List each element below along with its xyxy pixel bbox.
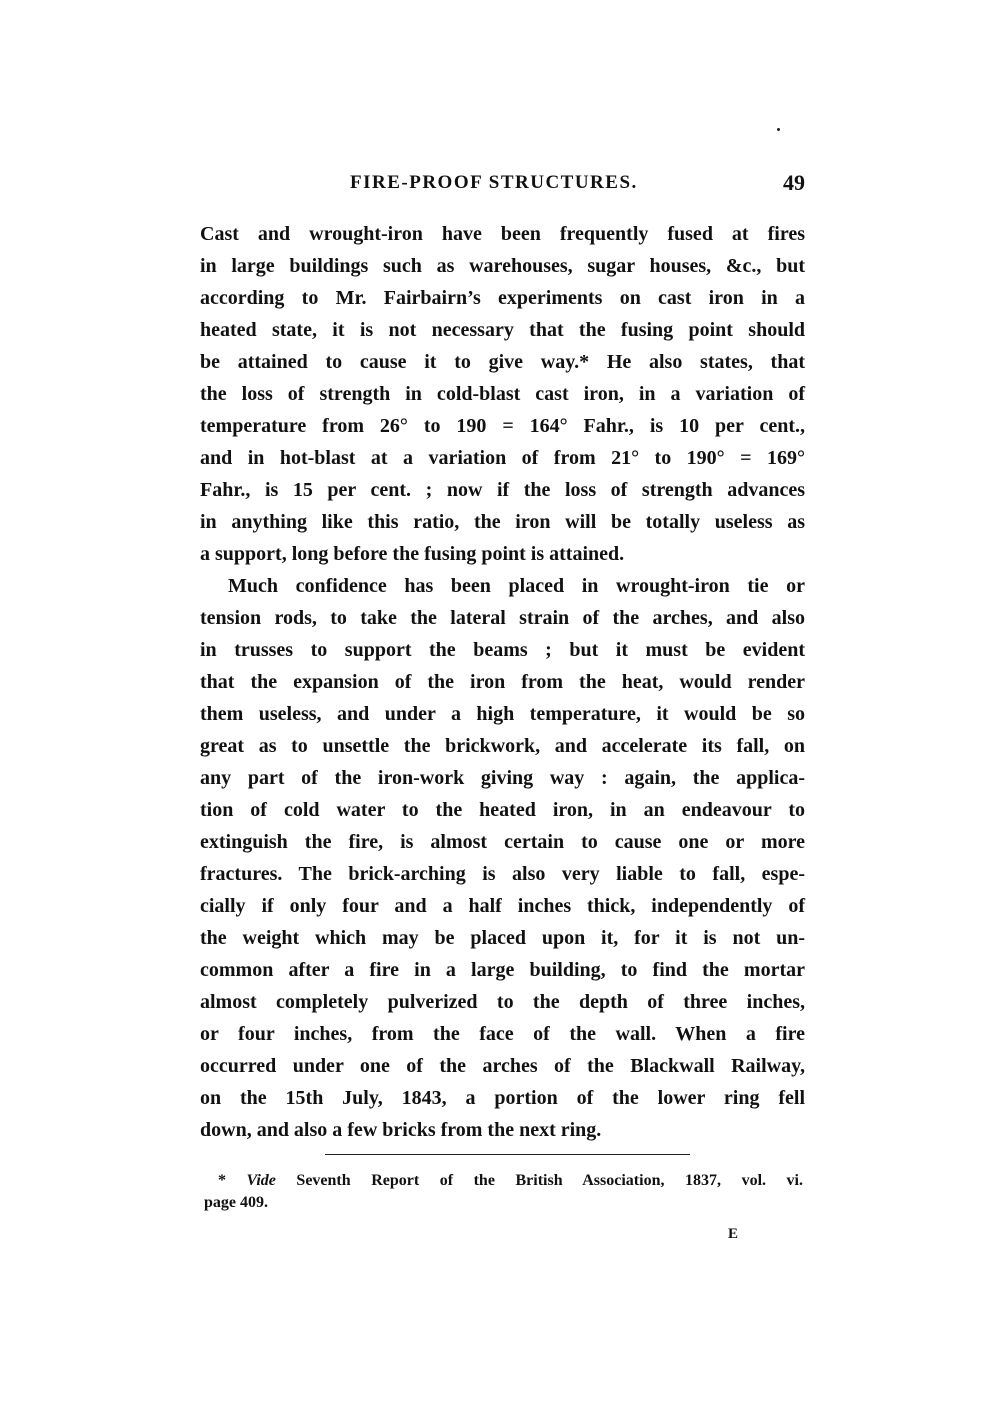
- text-line: Much confidence has been placed in wrought-iron tie or: [228, 575, 805, 597]
- text-line: down, and also a few bricks from the next ring.: [200, 1119, 602, 1141]
- text-line: great as to unsettle the brickwork, and accelerate its fall, on: [200, 735, 805, 757]
- text-line: on the 15th July, 1843, a portion of the lower ring fell: [200, 1087, 805, 1109]
- text-line: the weight which may be placed upon it, for it is not un-: [200, 927, 805, 949]
- ink-speck: [777, 128, 780, 131]
- text-line: temperature from 26° to 190 = 164° Fahr., is 10 per cent.,: [200, 415, 805, 437]
- text-line: occurred under one of the arches of the Blackwall Railway,: [200, 1055, 805, 1077]
- page-number: 49: [783, 170, 805, 195]
- text-line: or four inches, from the face of the wall. When a fire: [200, 1023, 805, 1045]
- text-line: in large buildings such as warehouses, sugar houses, &c., but: [200, 255, 805, 277]
- text-line: in trusses to support the beams ; but it must be evident: [200, 639, 805, 661]
- signature-mark: E: [728, 1226, 739, 1242]
- text-line: be attained to cause it to give way.* He also states, that: [200, 351, 805, 373]
- text-line: tension rods, to take the lateral strain of the arches, and also: [200, 607, 805, 629]
- footnote-vide: Vide: [246, 1172, 276, 1189]
- text-line: Fahr., is 15 per cent. ; now if the loss of strength advances: [200, 479, 805, 501]
- text-line: tion of cold water to the heated iron, in an endeavour to: [200, 799, 805, 821]
- text-line: and in hot-blast at a variation of from 21° to 190° = 169°: [200, 447, 805, 469]
- text-line: that the expansion of the iron from the heat, would render: [200, 671, 805, 693]
- text-line: them useless, and under a high temperature, it would be so: [200, 703, 805, 725]
- text-line: heated state, it is not necessary that the fusing point should: [200, 319, 805, 341]
- text-line: almost completely pulverized to the depth of three inches,: [200, 991, 805, 1013]
- footnote-line: page 409.: [204, 1194, 268, 1211]
- text-line: fractures. The brick-arching is also very liable to fall, espe-: [200, 863, 805, 885]
- text-line: according to Mr. Fairbairn’s experiments on cast iron in a: [200, 287, 805, 309]
- running-title: FIRE-PROOF STRUCTURES.: [350, 172, 638, 193]
- footnote-marker: *: [218, 1172, 247, 1189]
- footnote: [204, 1170, 804, 1214]
- text-line: Cast and wrought-iron have been frequently fused at fires: [200, 223, 805, 245]
- text-line: in anything like this ratio, the iron will be totally useless as: [200, 511, 805, 533]
- text-line: the loss of strength in cold-blast cast iron, in a variation of: [200, 383, 805, 405]
- footnote-divider: [325, 1154, 690, 1155]
- text-line: cially if only four and a half inches thick, independently of: [200, 895, 805, 917]
- text-line: extinguish the fire, is almost certain to cause one or more: [200, 831, 805, 853]
- text-line: a support, long before the fusing point is attained.: [200, 543, 625, 565]
- running-head: [200, 172, 805, 202]
- text-line: common after a fire in a large building, to find the mortar: [200, 959, 805, 981]
- footnote-citation: Seventh Report of the British Association, 1837, vol. vi.: [275, 1172, 804, 1189]
- text-line: any part of the iron-work giving way : again, the applica-: [200, 767, 805, 789]
- body-text: [200, 218, 805, 1146]
- footnote-line: [218, 1170, 803, 1192]
